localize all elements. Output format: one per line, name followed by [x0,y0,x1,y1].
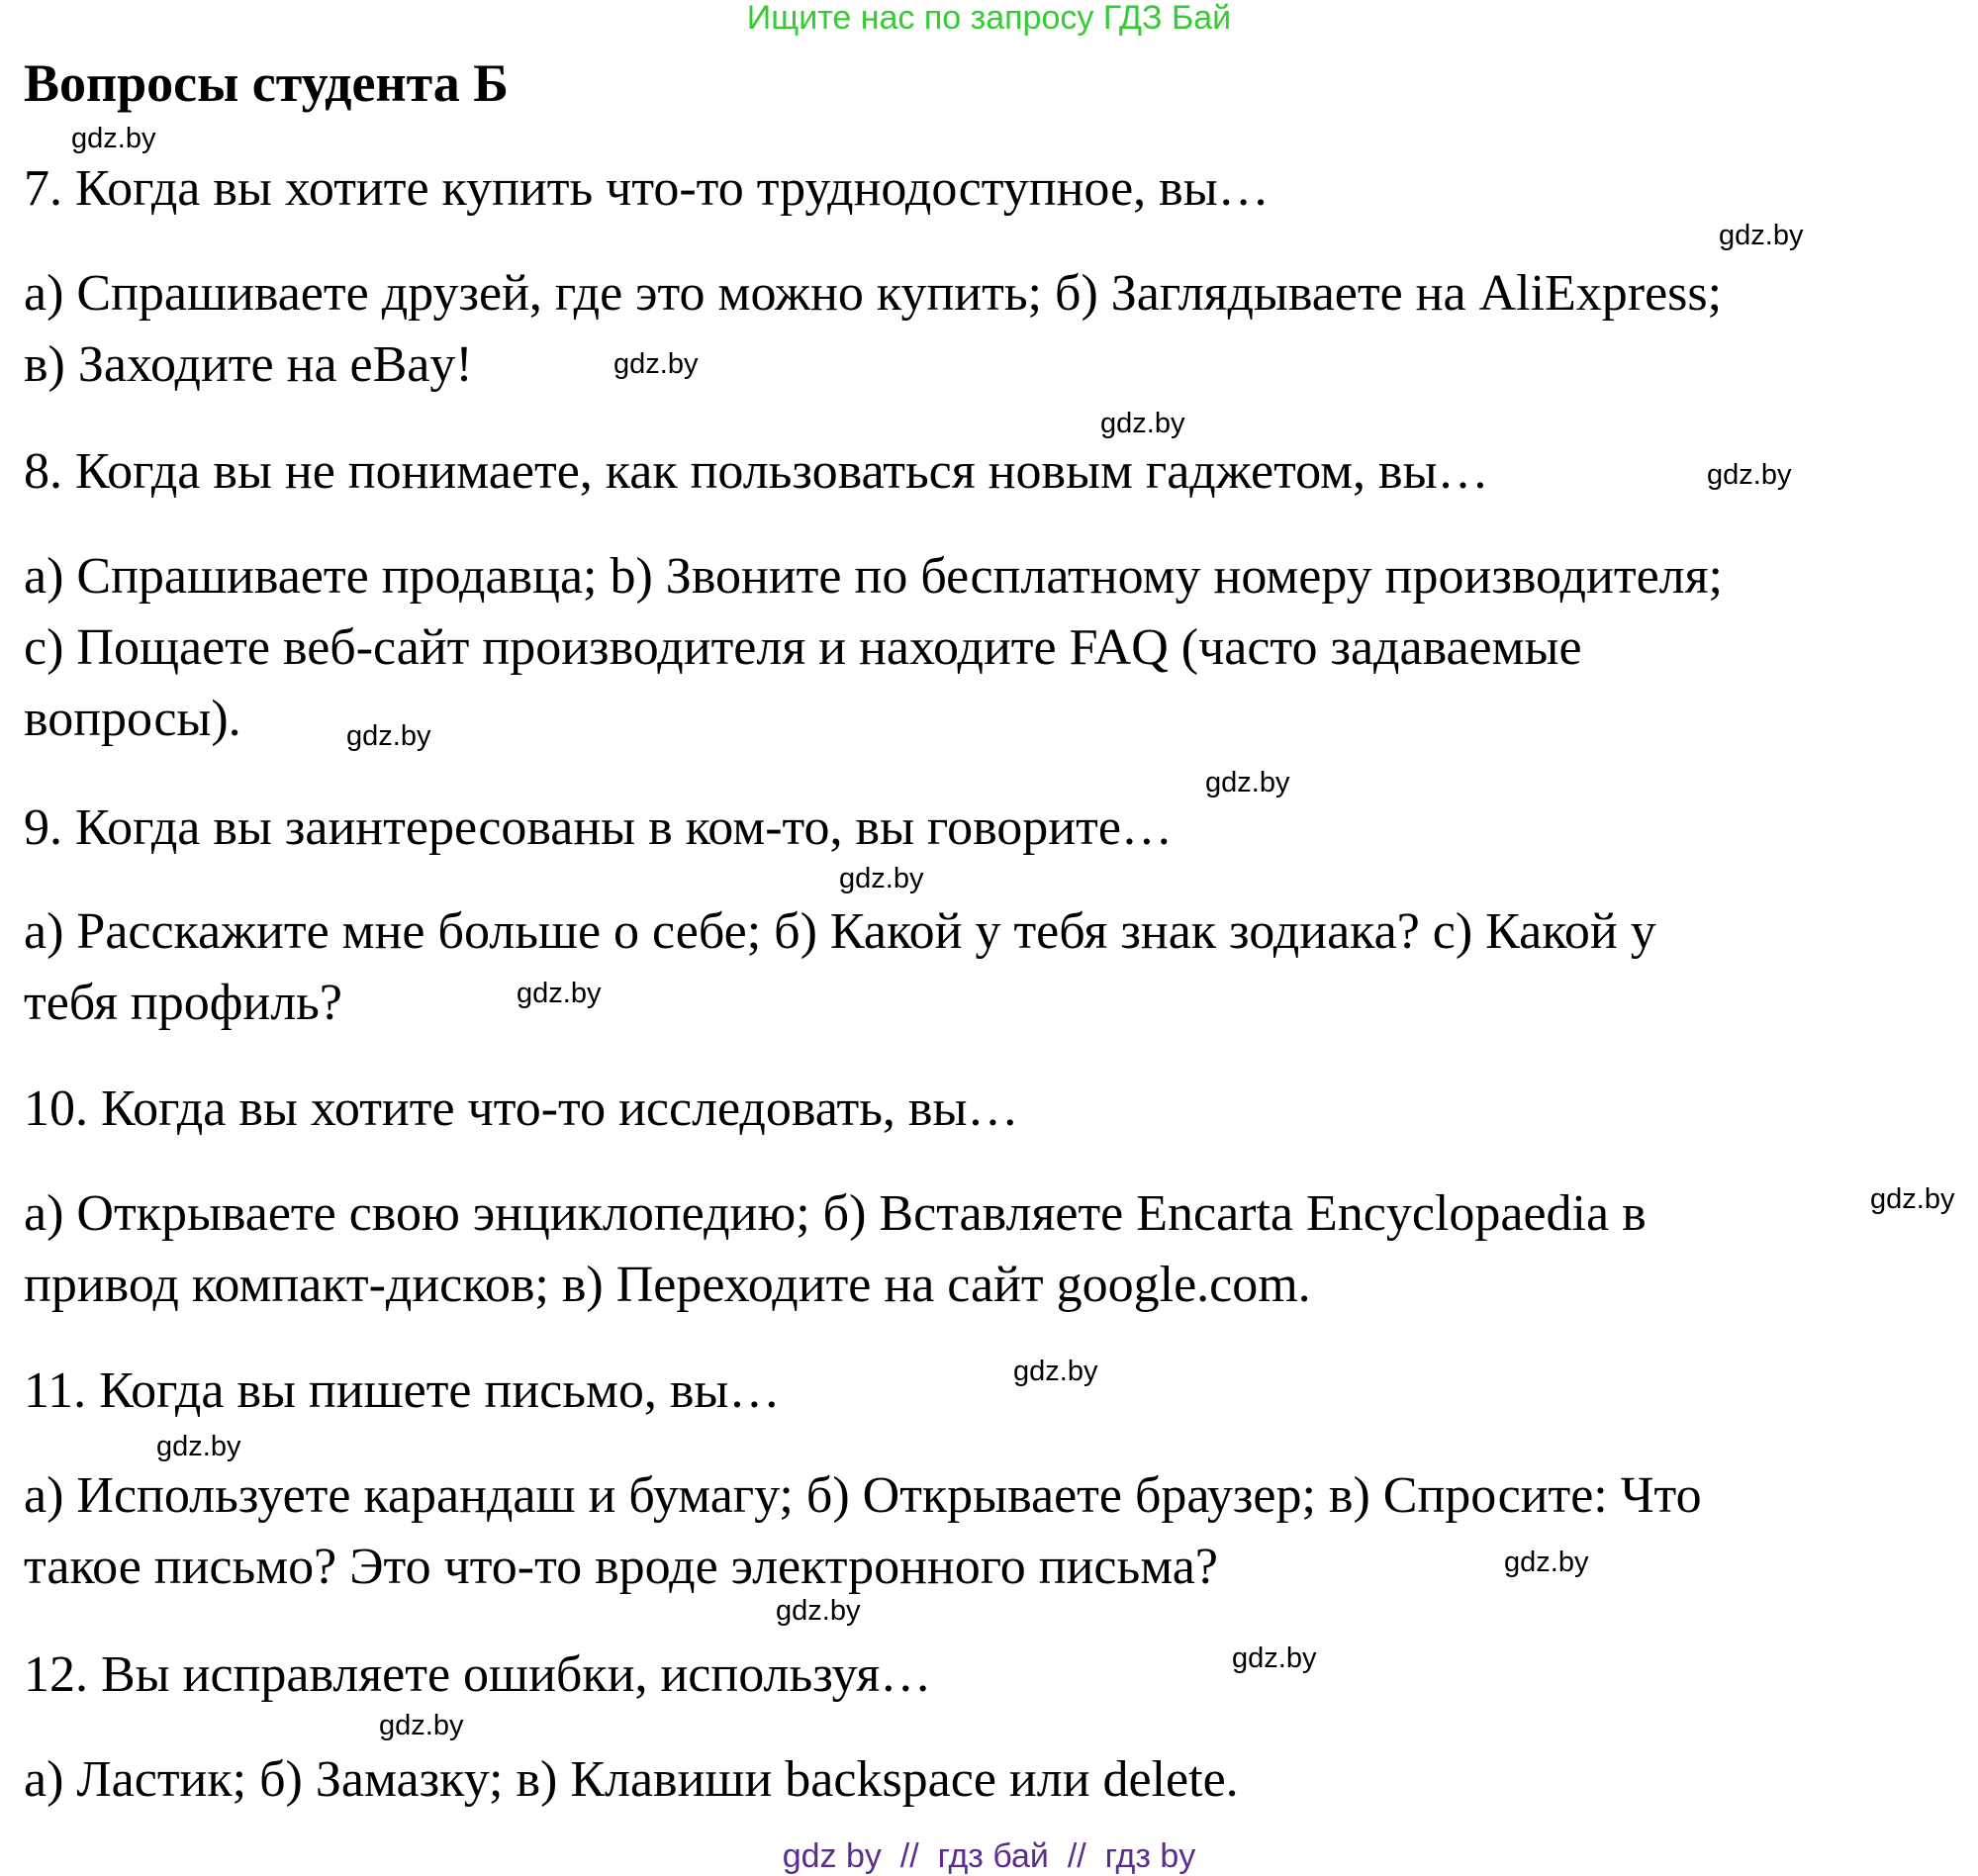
watermark: gdz.by [1013,1356,1098,1387]
watermark: gdz.by [1504,1547,1589,1578]
watermark: gdz.by [839,863,924,894]
answer-11-line-2: такое письмо? Это что-то вроде электронного письма? [24,1539,1218,1595]
question-10: 10. Когда вы хотите что-то исследовать, вы… [24,1080,1019,1137]
answer-8-line-1: а) Спрашиваете продавца; b) Звоните по бесплатному номеру производителя; [24,548,1723,605]
watermark: gdz.by [776,1595,861,1627]
answer-9-line-2: тебя профиль? [24,975,342,1031]
answer-10-line-2: привод компакт-дисков; в) Переходите на сайт google.com. [24,1257,1311,1313]
watermark: gdz.by [517,978,602,1009]
watermark: gdz.by [613,348,699,380]
watermark: gdz.by [1205,767,1290,798]
answer-8-line-3: вопросы). [24,691,241,747]
watermark: gdz.by [1719,220,1804,251]
watermark: gdz.by [156,1431,241,1462]
watermark: gdz.by [1707,459,1792,491]
watermark: gdz.by [379,1710,464,1741]
answer-11-line-1: а) Используете карандаш и бумагу; б) Открываете браузер; в) Спросите: Что [24,1467,1702,1524]
watermark: gdz.by [1870,1183,1955,1215]
answer-9-line-1: а) Расскажите мне больше о себе; б) Какой у тебя знак зодиака? с) Какой у [24,903,1656,960]
question-12: 12. Вы исправляете ошибки, используя… [24,1646,932,1703]
answer-10-line-1: а) Открываете свою энциклопедию; б) Вставляете Encarta Encyclopaedia в [24,1185,1647,1242]
question-9: 9. Когда вы заинтересованы в ком-то, вы говорите… [24,799,1173,856]
page-title: Вопросы студента Б [24,53,509,113]
answer-8-line-2: с) Пощаете веб-сайт производителя и находите FAQ (часто задаваемые [24,619,1582,676]
search-hint-banner: Ищите нас по запросу ГДЗ Бай [746,0,1232,37]
answer-7-line-2: в) Заходите на eBay! [24,336,473,393]
watermark: gdz.by [346,720,431,752]
footer-links: gdz by // гдз бай // гдз by [782,1837,1196,1875]
question-8: 8. Когда вы не понимаете, как пользоваться новым гаджетом, вы… [24,443,1489,500]
question-11: 11. Когда вы пишете письмо, вы… [24,1362,781,1419]
watermark: gdz.by [1100,408,1185,439]
answer-7-line-1: а) Спрашиваете друзей, где это можно купить; б) Заглядываете на AliExpress; [24,265,1723,322]
watermark: gdz.by [1232,1642,1317,1674]
watermark: gdz.by [71,123,156,154]
answer-12-line-1: а) Ластик; б) Замазку; в) Клавиши backspace или delete. [24,1751,1239,1808]
question-7: 7. Когда вы хотите купить что-то труднодоступное, вы… [24,160,1270,217]
